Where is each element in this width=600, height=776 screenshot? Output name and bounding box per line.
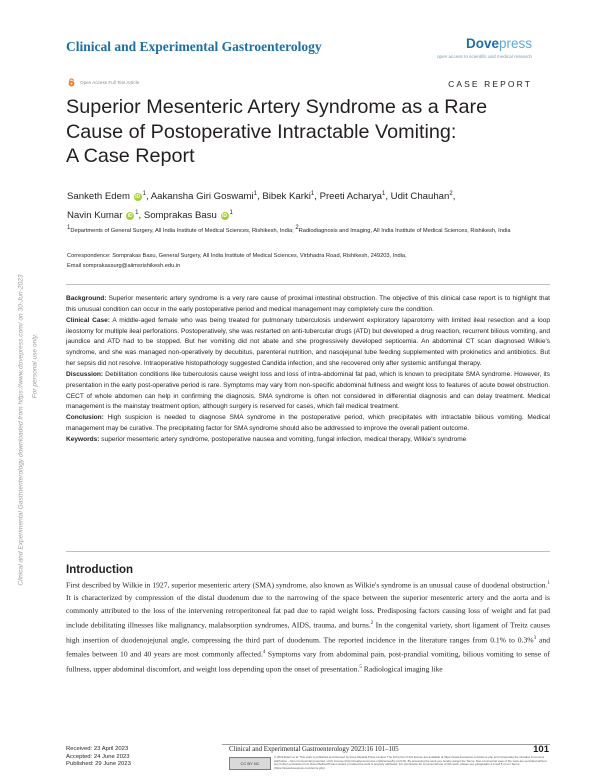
affiliations: [67, 224, 537, 236]
section-text: A middle-aged female who was being treated for pulmonary tuberculosis underwent exploratory laparotomy with limited ileal resection and a loop ileostomy for multiple ileal perforations. Postoperatively, she was restarted on anti-tubercular drugs (ATD) but developed a drug reaction, recurrent bilious vomiting, and jaundice and ATD had to be stopped. But her vomiting did not abate and she progressively developed septicemia. An abdominal CT scan diagnosed Wilkie's syndrome, and she was managed non-operatively by decubitus, parenteral nutrition, and nasojejunal tube feeding supplemented with prokinetics and antibiotics. But her sepsis did not resolve. Intraoperative histopathology suggested Candida infection, and she recovered only after systemic antifungal therapy.: [66, 316, 550, 368]
article-type: CASE REPORT: [448, 79, 532, 89]
page-number: 101: [533, 744, 549, 755]
journal-name: Clinical and Experimental Gastroenterology: [66, 39, 322, 54]
reference-link[interactable]: 2: [370, 621, 374, 627]
open-access-line: [67, 78, 139, 87]
reference-link[interactable]: 1: [547, 581, 550, 586]
section-text: Debilitation conditions like tuberculosis cause weight loss and loss of intra-abdominal fat pad, which is known to precipitate SMA syndrome. However, its presentation in the early post-operative period is rare. Symptoms may vary from non-specific abdominal fullness and weight loss to features of acute bowel obstruction. CECT of whole abdomen can help in confirming the diagnosis. SMA syndrome is often not considered in differential diagnosis and can delay treatment. Medical management is the mainstay treatment option, although surgery is reserved for cases, which fail medical treatment.: [66, 370, 550, 411]
open-access-icon: [67, 78, 76, 87]
section-label: Keywords:: [66, 435, 100, 443]
author-name[interactable]: Bibek Karki: [262, 191, 311, 203]
reference-link[interactable]: 4: [262, 650, 266, 656]
author-affil-sup: 2: [449, 191, 453, 197]
orcid-icon[interactable]: iD: [222, 212, 228, 219]
body-text: and females between 10 and 40 years are most commonly affected.: [66, 635, 550, 659]
creative-commons-badge[interactable]: CC BY NC: [229, 757, 271, 770]
section-label: Clinical Case:: [66, 316, 110, 324]
author-list: Sanketh Edem iD $^1$, Aakansha Giri Goswami$^1$, Bibek Karki$^1$, Preeti Acharya$^1$, Udit Chauhan$^2$, Navin Kumar iD $^1$, Somprakas Basu iD $^1$: [67, 191, 456, 222]
body-text: It is characterized by compression of the distal duodenum due to the narrowing of the space between the superior mesenteric artery and the aorta and is commonly attributed to the loss of the intervening retroperitoneal fat pad due to rapid weight loss. Predisposing factors causing loss of weight and fat pad include debilitating illnesses like malignancy, malabsorption syndromes, AIDS, trauma, and burns.: [66, 593, 550, 630]
download-notice-line: For personal use only.: [31, 333, 39, 399]
introduction-heading: Introduction: [66, 564, 134, 576]
author-affil-sup: 1: [142, 191, 146, 197]
orcid-icon[interactable]: iD: [127, 212, 133, 219]
affiliation-text: Radiodiagnosis and Imaging, All India Institute of Medical Sciences, Rishikesh, India: [298, 227, 511, 234]
body-text: Symptoms vary from abdominal pain, post-prandial vomiting, bilious vomiting to sense of fullness, upper abdominal discomfort, and weight loss depending upon the onset of presentation.: [66, 649, 550, 674]
author-affil-sup: 1: [310, 191, 315, 197]
section-text: Superior mesenteric artery syndrome is a very rare cause of proximal intestinal obstruction. The objective of this clinical case report is to highlight that this unusual condition can occur in the early postoperative period and medical management may completely cure the condition.: [66, 295, 550, 313]
author-name[interactable]: Sanketh Edem: [67, 191, 130, 203]
affiliation-sup: 1: [67, 225, 71, 231]
abstract-top-rule: [66, 284, 550, 285]
author-name[interactable]: Somprakas Basu: [143, 210, 217, 222]
title-line: Cause of Postoperative Intractable Vomiting:: [66, 120, 457, 143]
affiliation-sup: 2: [295, 225, 299, 231]
abstract-keywords: [66, 435, 550, 446]
author-name[interactable]: Udit Chauhan: [390, 191, 450, 203]
section-label: Conclusion:: [66, 414, 104, 422]
body-text: First described by Wilkie in 1927, superior mesenteric artery (SMA) syndrome, also known as Wilkie's syndrome is an unusual cause of duodenal obstruction.: [66, 580, 548, 590]
abstract-clinical-case: [66, 316, 550, 370]
abstract-conclusion: [66, 413, 550, 435]
correspondence-address: Correspondence: Somprakas Basu, General Surgery, All India Institute of Medical Sciences, Virbhadra Road, Rishikesh, 249203, India,: [67, 253, 407, 259]
body-text: In the congenital variety, short ligament of Treitz causes high insertion of duodenojejunal angle, compressing the third part of duodenum. The reported incidence in the literature ranges from 0.1% to 0.3%: [66, 620, 550, 645]
affiliation-text: Departments of General Surgery, All India Institute of Medical Sciences, Rishikesh, India;: [70, 227, 296, 234]
author-affil-sup: 1: [381, 191, 386, 197]
author-affil-sup: 1: [229, 210, 233, 217]
footer-citation: Clinical and Experimental Gastroenterology 2023:16 101–105: [229, 746, 399, 753]
abstract-discussion: [66, 370, 550, 413]
author-name[interactable]: Preeti Acharya: [319, 191, 382, 203]
publisher-logo[interactable]: [466, 36, 532, 51]
received-date: Received: 23 April 2023: [66, 746, 129, 752]
correspondence: [67, 252, 537, 271]
section-text: High suspicion is needed to diagnose SMA syndrome in the postoperative period, which precipitates with intractable bilious vomiting. Medical management may be curative. The precipitating factor for SMA syndrome should also be addressed to improve the overall patient outcome.: [66, 414, 550, 433]
author-name[interactable]: Aakansha Giri Goswami: [150, 191, 254, 203]
reference-link[interactable]: 5: [359, 664, 362, 670]
correspondence-email[interactable]: Email somprakassurg@aiimsrishikesh.edu.in: [67, 262, 181, 269]
accepted-date: Accepted: 24 June 2023: [66, 753, 130, 760]
author-name[interactable]: Navin Kumar: [67, 210, 123, 222]
orcid-icon[interactable]: iD: [135, 193, 141, 200]
footer-rule: [222, 744, 550, 745]
introduction-body: [66, 578, 550, 676]
section-label: Background:: [66, 295, 107, 302]
published-date: Published: 29 June 2023: [66, 761, 131, 768]
publisher-logo-dove: Dove: [465, 36, 499, 51]
title-line: A Case Report: [66, 145, 195, 167]
reference-link[interactable]: 3: [533, 635, 537, 641]
section-text: superior mesenteric artery syndrome, postoperative nausea and vomiting, fungal infection, medical therapy, Wilkie's syndrome: [99, 435, 467, 443]
title-line: Superior Mesenteric Artery Syndrome as a Rare: [66, 96, 488, 118]
article-title: [66, 95, 546, 169]
open-access-label: Open Access Full Text Article: [80, 80, 140, 85]
abstract-background: [66, 294, 550, 316]
abstract-bottom-rule: [66, 551, 550, 552]
license-text: © 2023 Edem et al. This work is published and licensed by Dove Medical Press Limited. The full terms of this license are available at https://www.dovepress.com/terms.php and incorporate the Creative Commons Attribution – Non Commercial (unported, v3.0) License (http://creativecommons.org/licenses/by-nc/3.0/). By accessing the work you hereby accept the Terms. Non-commercial uses of the work are permitted without any further permission from Dove Medical Press Limited, provided the work is properly attributed. For permission for commercial use of this work, please see paragraphs 4.2 and 5 of our Terms (https://www.dovepress.com/terms.php).: [274, 755, 547, 770]
section-label: Discussion:: [66, 370, 104, 378]
publisher-tagline: open access to scientific and medical research: [437, 54, 532, 59]
download-notice-line: Clinical and Experimental Gastroenterology downloaded from https://www.dovepress.com/ on 30-Jun-2023: [17, 274, 25, 586]
publication-dates: [66, 746, 131, 769]
publisher-logo-press: press: [498, 36, 532, 51]
abstract: [66, 294, 550, 446]
author-affil-sup: 1: [253, 191, 258, 197]
body-text: Radiological imaging like: [361, 664, 443, 674]
author-affil-sup: 1: [135, 210, 139, 217]
